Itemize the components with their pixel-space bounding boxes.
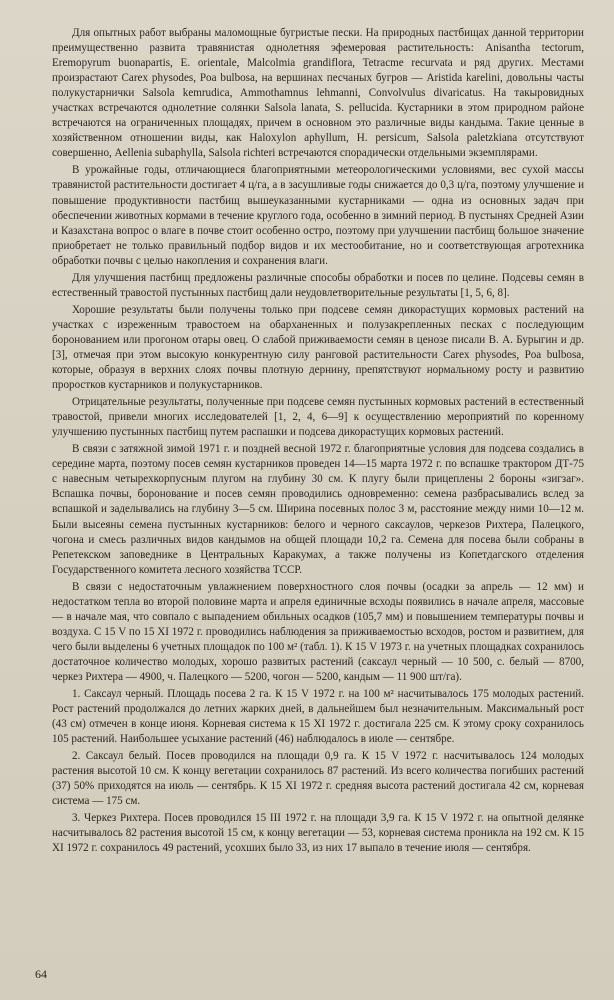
paragraph: 2. Саксаул белый. Посев проводился на площади 0,9 га. К 15 V 1972 г. насчитывалось 124 молодых растения высотой 10 см. К концу вегетации сохранилось 87 растений. Из всего количества погибших растений (37) 50% приходятся на июль — сентябрь. К 15 XI 1972 г. средняя высота растений достигала 42 см, корневая система — 175 см.: [52, 750, 584, 808]
paragraph: Для улучшения пастбищ предложены различные способы обработки и посев по целине. Подсевы семян в естественный травостой пустынных пастбищ дали неудовлетворительные результаты [1, 5, 6, 8].: [52, 271, 584, 299]
paragraph: В связи с недостаточным увлажнением поверхностного слоя почвы (осадки за апрель — 12 мм) и недостатком тепла во второй половине марта и апреля единичные всходы появились в начале апреля, массовые — в начале мая, что совпало с выпадением обильных осадков (105,7 мм) и повышением температуры почвы и воздуха. С 15 V по 15 XI 1972 г. проводились наблюдения за приживаемостью всходов, ростом и развитием, для чего были выделены 6 учетных площадок по 100 м² (табл. 1). К 15 V 1973 г. на учетных площадках сохранилось достаточное количество молодых, хорошо развитых растений (саксаул черный — 10 500, с. белый — 8700, черкез Рихтера — 4900, ч. Палецкого — 5200, чогон — 5200, кандым — 11 900 шт/га).: [52, 580, 584, 683]
paragraph: В урожайные годы, отличающиеся благоприятными метеорологическими условиями, вес сухой массы травянистой растительности достигает 4 ц/га, а в засушливые годы снижается до 0,3 ц/га, поэтому улучшение и повышение продуктивности пастбищ вышеуказанными кустарниками — одна из основных задач при обеспечении животных кормами в течение круглого года, особенно в зимний период. В пустынях Средней Азии и Казахстана вопрос о влаге в почве стоит особенно остро, поэтому при улучшении пастбищ большое значение приобретает не только правильный подбор видов и их местообитание, но и соответствующая агротехника обработки почвы с целью накопления и сохранения влаги.: [52, 164, 584, 267]
page-number: 64: [35, 967, 47, 981]
paragraph: 3. Черкез Рихтера. Посев проводился 15 III 1972 г. на площади 3,9 га. К 15 V 1972 г. на опытной делянке насчитывалось 82 растения высотой 15 см, к концу вегетации — 53, корневая система проникла на 192 см. К 15 XI 1972 г. сохранилось 49 растений, усохших было 33, из них 17 выпало в течение июля — сентября.: [52, 812, 584, 855]
paragraph: 1. Саксаул черный. Площадь посева 2 га. К 15 V 1972 г. на 100 м² насчитывалось 175 молодых растений. Рост растений продолжался до летних жарких дней, в дальнейшем был незначительным. Максимальный рост (43 см) отмечен в конце июня. Корневая система к 15 XI 1972 г. достигала 225 см. К этому сроку сохранилось 105 растений. Наибольшее усыхание растений (46) наблюдалось в июле — сентябре.: [52, 688, 584, 746]
paragraph: Отрицательные результаты, полученные при подсеве семян пустынных кормовых растений в естественный травостой, привели многих исследователей [1, 2, 4, 6—9] к осуществлению мероприятий по коренному улучшению пустынных пастбищ путем распашки и подсева дикорастущих кормовых растений.: [52, 396, 584, 439]
body-text: [52, 26, 584, 857]
paragraph: В связи с затяжной зимой 1971 г. и поздней весной 1972 г. благоприятные условия для подсева создались в середине марта, поэтому посев семян кустарников проведен 14—15 марта 1972 г. по вспашке трактором ДТ-75 с навесным четырехкорпусным плугом на глубину 30 см. К плугу были прицеплены 2 бороны «зигзаг». Вспашка почвы, боронование и посев семян проводились одновременно: семена разбрасывались вслед за вспашкой и заделывались на глубину 3—5 см. Ширина посевных полос 3 м, расстояние между ними 10—12 м. Были высеяны семена пустынных кустарников: белого и черного саксаулов, черкезов Рихтера, Палецкого, чогона и смесь различных видов кандымов на общей площади 10,2 га. Семена для посева были собраны в Репетекском заповеднике в Центральных Каракумах, а также получены из Копетдагского отделения Государственного комитета лесного хозяйства ТССР.: [52, 443, 584, 576]
paragraph: Хорошие результаты были получены только при подсеве семян дикорастущих кормовых растений на участках с изреженным травостоем на обарханенных и полузакрепленных песках с последующим боронованием или прогоном отары овец. О слабой приживаемости семян в ценозе писали В. А. Бурыгин и др. [3], отмечая при этом высокую конкурентную силу ранговой растительности Carex physodes, Poa bulbosa, которые, образуя в верхних слоях почвы плотную дернину, препятствуют нормальному росту и развитию проростков кустарников и полукустарников.: [52, 303, 584, 392]
paragraph: Для опытных работ выбраны маломощные бугристые пески. На природных пастбищах данной территории преимущественно развита травянистая однолетняя эфемеровая растительность: Anisantha tectorum, Eremopyrum buonapartis, E. orientale, Malcolmia grandiflora, Tetracme recurvata и ряд других. Местами произрастают Carex physodes, Poa bulbosa, на вершинах песчаных бугров — Aristida karelini, довольны часты полукустарнички Salsola kemrudica, Ammothamnus lehmanni, Convolvulus divaricatus. На такыровидных участках встречаются однолетние солянки Salsola lanata, S. pellucida. Кустарники в этом природном районе встречаются на ограниченных площадях, причем в основном это различные виды кандыма. Такие ценные в хозяйственном отношении виды, как Haloxylon aphyllum, H. persicum, Salsola paletzkiana отсутствуют совершенно, Aellenia subaphylla, Salsola richteri встречаются спорадически отдельными экземплярами.: [52, 27, 584, 160]
